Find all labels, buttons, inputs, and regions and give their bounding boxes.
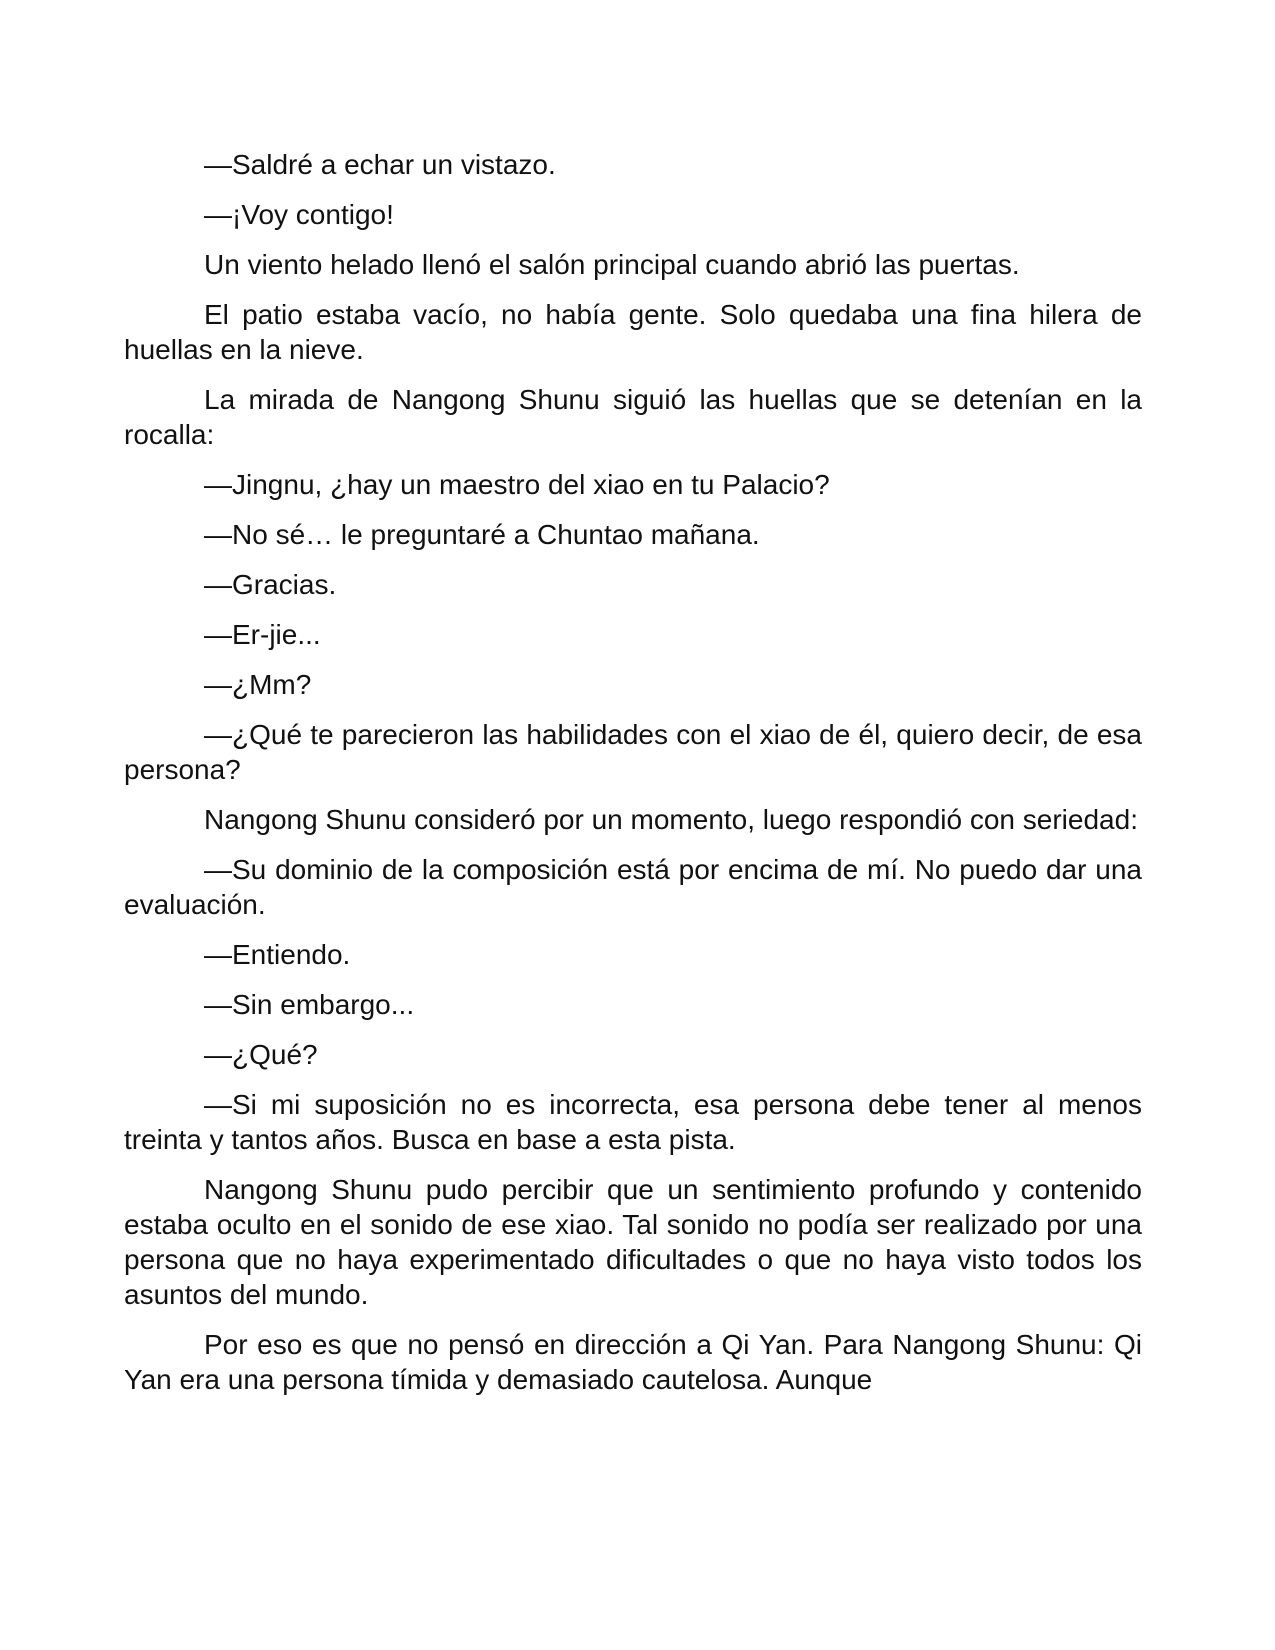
paragraph: —¡Voy contigo! [204,199,394,230]
paragraph: —No sé… le preguntaré a Chuntao mañana. [204,519,760,550]
paragraph: El patio estaba vacío, no había gente. Solo quedaba una fina hilera de huellas en la nieve. [124,299,1142,365]
paragraph: La mirada de Nangong Shunu siguió las huellas que se detenían en la rocalla: [124,384,1142,450]
paragraph: —¿Qué? [204,1039,318,1070]
paragraph: —Jingnu, ¿hay un maestro del xiao en tu Palacio? [204,469,830,500]
paragraph: Un viento helado llenó el salón principal cuando abrió las puertas. [204,249,1020,280]
paragraph: —Entiendo. [204,939,351,970]
paragraph: —¿Qué te parecieron las habilidades con el xiao de él, quiero decir, de esa persona? [124,719,1142,785]
paragraph: —Er-jie... [204,619,321,650]
paragraph: Nangong Shunu pudo percibir que un sentimiento profundo y contenido estaba oculto en el sonido de ese xiao. Tal sonido no podía ser realizado por una persona que no haya experimentado dificultades o que no haya visto todos los asuntos del mundo. [124,1174,1142,1310]
paragraph: —Su dominio de la composición está por encima de mí. No puedo dar una evaluación. [124,854,1142,920]
paragraph: —Saldré a echar un vistazo. [204,149,556,180]
paragraph: Nangong Shunu consideró por un momento, luego respondió con seriedad: [204,804,1138,835]
paragraph: —Si mi suposición no es incorrecta, esa persona debe tener al menos treinta y tantos años. Busca en base a esta pista. [124,1089,1142,1155]
paragraph: Por eso es que no pensó en dirección a Qi Yan. Para Nangong Shunu: Qi Yan era una persona tímida y demasiado cautelosa. Aunque [124,1329,1142,1395]
paragraph: —¿Mm? [204,669,312,700]
body-text [124,147,1142,1397]
paragraph: —Sin embargo... [204,989,415,1020]
paragraph: —Gracias. [204,569,337,600]
